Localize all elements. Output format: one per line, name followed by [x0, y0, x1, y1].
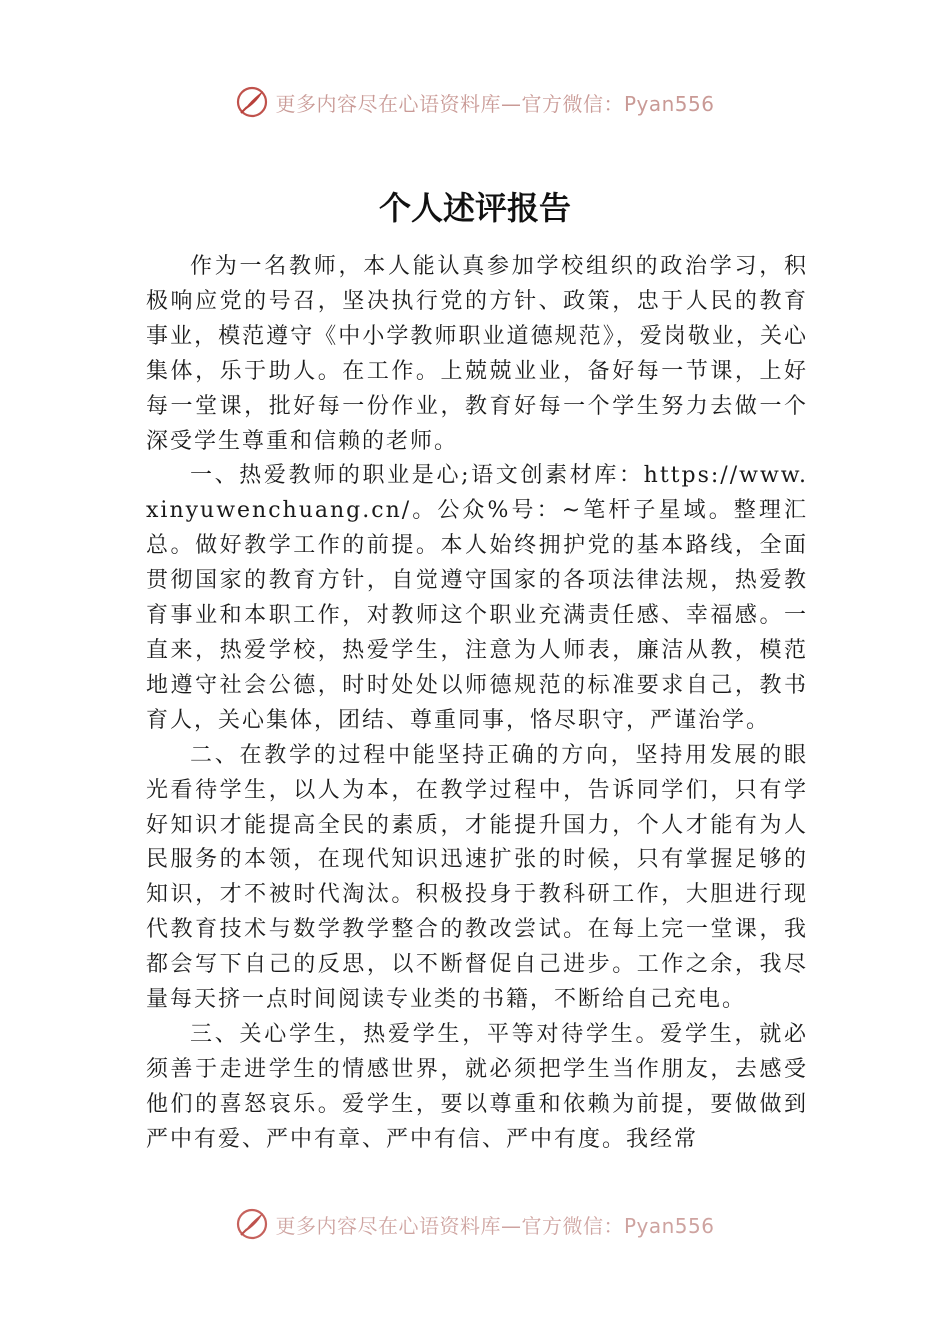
paragraph-intro: 作为一名教师，本人能认真参加学校组织的政治学习，积极响应党的号召，坚决执行党的方针、政策，忠于人民的教育事业，模范遵守《中小学教师职业道德规范》，爱岗敬业，关心集体，乐于助人。在工作。上兢兢业业，备好每一节课，上好每一堂课，批好每一份作业，教育好每一个学生努力去做一个深受学生尊重和信赖的老师。	[146, 254, 808, 454]
document-title: 个人述评报告	[378, 189, 571, 227]
quill-pen-circle-icon	[235, 85, 269, 119]
quill-pen-circle-icon	[235, 1207, 269, 1241]
watermark-header	[0, 82, 950, 122]
paragraph-section-2: 二、在教学的过程中能坚持正确的方向，坚持用发展的眼光看待学生，以人为本，在教学过程中，告诉同学们，只有学好知识才能提高全民的素质，才能提升国力，个人才能有为人民服务的本领，在现代知识迅速扩张的时候，只有掌握足够的知识，才不被时代淘汰。积极投身于教科研工作，大胆进行现代教育技术与数学教学整合的教改尝试。在每上完一堂课，我都会写下自己的反思，以不断督促自己进步。工作之余，我尽量每天挤一点时间阅读专业类的书籍，不断给自己充电。	[146, 742, 808, 1013]
paragraph-section-3: 三、关心学生，热爱学生，平等对待学生。爱学生，就必须善于走进学生的情感世界，就必须把学生当作朋友，去感受他们的喜怒哀乐。爱学生，要以尊重和依赖为前提，要做做到严中有爱、严中有章、严中有信、严中有度。我经常	[146, 1021, 808, 1152]
paragraph-section-1: 一、热爱教师的职业是心;语文创素材库：https://www.xinyuwenchuang.cn/。公众%号：~笔杆子星域。整理汇总。做好教学工作的前提。本人始终拥护党的基本路线，全面贯彻国家的教育方针，自觉遵守国家的各项法律法规，热爱教育事业和本职工作，对教师这个职业充满责任感、幸福感。一直来，热爱学校，热爱学生，注意为人师表，廉洁从教，模范地遵守社会公德，时时处处以师德规范的标准要求自己，教书育人，关心集体，团结、尊重同事，恪尽职守，严谨治学。	[146, 463, 808, 733]
watermark-footer	[0, 1204, 950, 1244]
watermark-text: 更多内容尽在心语资料库—官方微信：Pyan556	[275, 1213, 715, 1238]
watermark-text: 更多内容尽在心语资料库—官方微信：Pyan556	[275, 91, 715, 116]
document-body	[146, 250, 808, 1216]
